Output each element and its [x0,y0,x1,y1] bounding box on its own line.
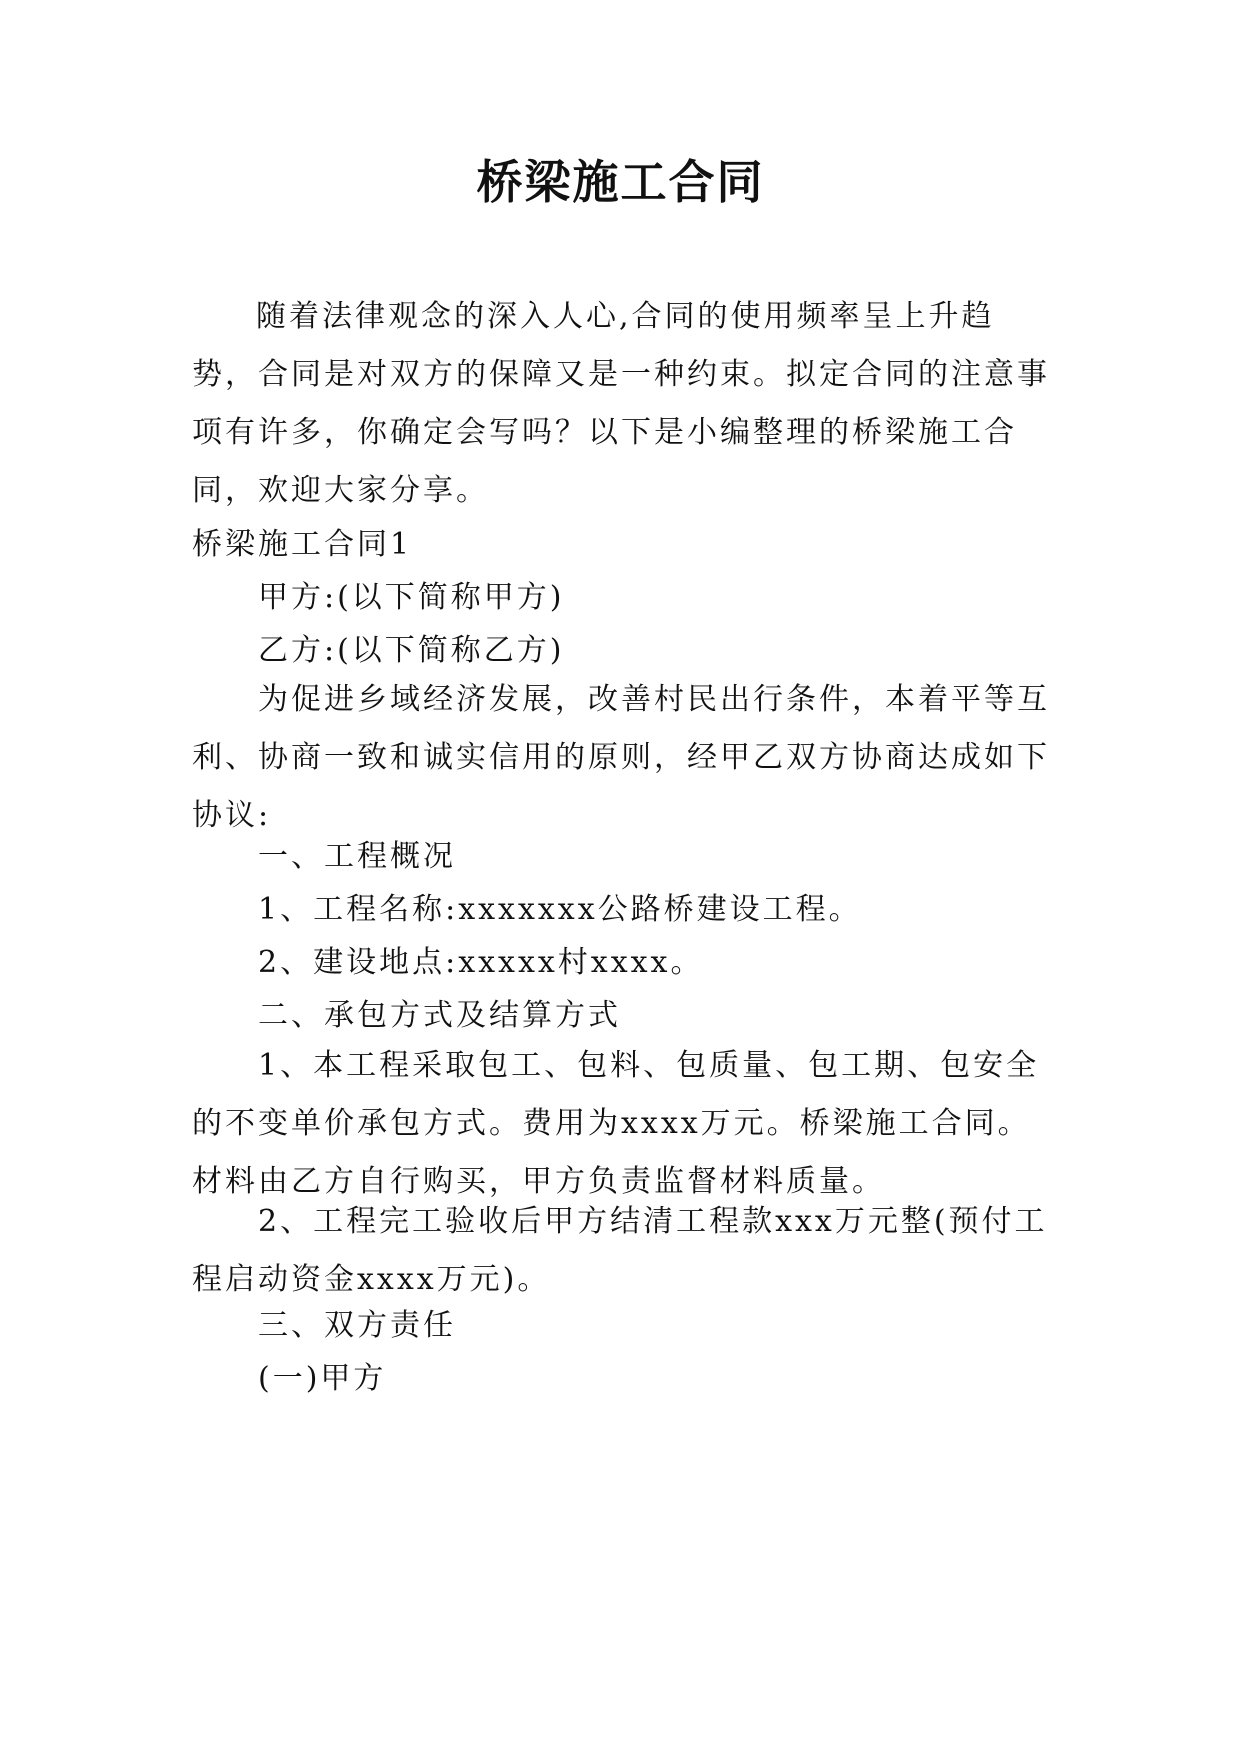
clause-3-title: 三、双方责任 [258,1308,456,1343]
section-heading: 桥梁施工合同1 [192,527,413,562]
clause-2-title: 二、承包方式及结算方式 [258,998,621,1033]
intro-paragraph: 随着法律观念的深入人心,合同的使用频率呈上升趋势，合同是对双方的保障又是一种约束。拟定合同的注意事项有许多，你确定会写吗？以下是小编整理的桥梁施工合同，欢迎大家分享。 [192,299,1050,508]
clause-1-item-2: 2、建设地点:xxxxx村xxxx。 [258,945,704,980]
party-b-line: 乙方:(以下简称乙方) [258,633,565,668]
preamble-paragraph: 为促进乡域经济发展，改善村民出行条件，本着平等互利、协商一致和诚实信用的原则，经甲乙双方协商达成如下协议: [192,682,1050,833]
clause-3-sub-1: (一)甲方 [258,1361,387,1396]
clause-1-title: 一、工程概况 [258,839,456,874]
document-title: 桥梁施工合同 [476,155,765,209]
clause-2-item-1: 1、本工程采取包工、包料、包质量、包工期、包安全的不变单价承包方式。费用为xxxx万元。桥梁施工合同。材料由乙方自行购买，甲方负责监督材料质量。 [192,1048,1040,1199]
clause-1-item-1: 1、工程名称:xxxxxxx公路桥建设工程。 [258,892,862,927]
clause-2-item-2: 2、工程完工验收后甲方结清工程款xxx万元整(预付工程启动资金xxxx万元)。 [192,1204,1048,1297]
party-a-line: 甲方:(以下简称甲方) [258,580,565,615]
